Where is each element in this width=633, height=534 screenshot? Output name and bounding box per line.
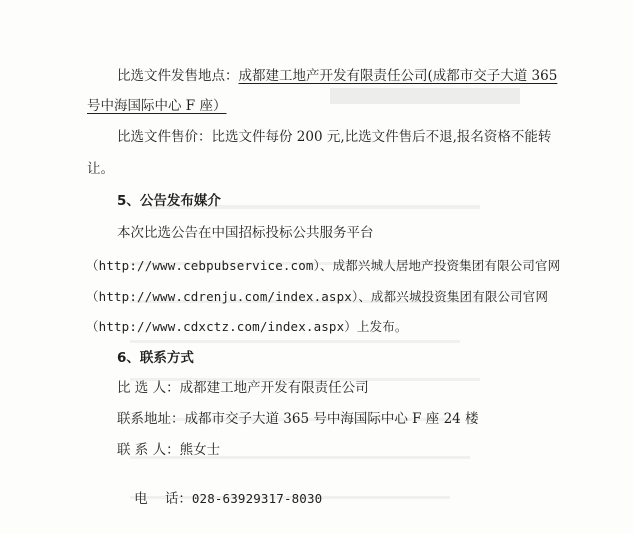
person-value: 熊女士 xyxy=(179,442,221,458)
media-intro: 本次比选公告在中国招标投标公共服务平台 xyxy=(117,225,374,241)
phone-value: 028-63929317-8030 xyxy=(191,491,323,506)
media-line-cdrenju: （http://www.cdrenju.com/index.aspx）、成都兴城投资集团有限公司官网 xyxy=(86,289,549,304)
contact-address-row xyxy=(117,411,479,428)
venue-label: 比选文件发售地点： xyxy=(117,68,239,84)
venue-line xyxy=(117,68,557,85)
price-line-continuation: 让。 xyxy=(87,161,114,177)
contact-person-row xyxy=(117,442,220,459)
selector-label: 比 选 人： xyxy=(117,380,180,396)
selector-value: 成都建工地产开发有限责任公司 xyxy=(179,380,369,396)
contact-selector-row xyxy=(117,380,369,397)
address-value: 成都市交子大道 365 号中海国际中心 F 座 24 楼 xyxy=(184,411,479,427)
venue-value-part2: 号中海国际中心 F 座） xyxy=(87,98,227,114)
person-label: 联 系 人： xyxy=(117,442,180,458)
media-line-cebpubservice: （http://www.cebpubservice.com）、成都兴城人居地产投资集团有限公司官网 xyxy=(86,258,561,273)
section-6-heading: 6、联系方式 xyxy=(117,350,194,366)
address-label: 联系地址： xyxy=(117,411,185,427)
media-line-cdxctz: （http://www.cdxctz.com/index.aspx）上发布。 xyxy=(86,319,408,334)
phone-label: 电 话： xyxy=(134,491,192,507)
contact-phone-row xyxy=(117,473,322,525)
section-5-heading: 5、公告发布媒介 xyxy=(117,193,221,209)
price-line: 比选文件售价：比选文件每份 200 元,比选文件售后不退,报名资格不能转 xyxy=(117,129,552,145)
venue-value-part1: 成都建工地产开发有限责任公司(成都市交子大道 365 xyxy=(238,68,558,84)
